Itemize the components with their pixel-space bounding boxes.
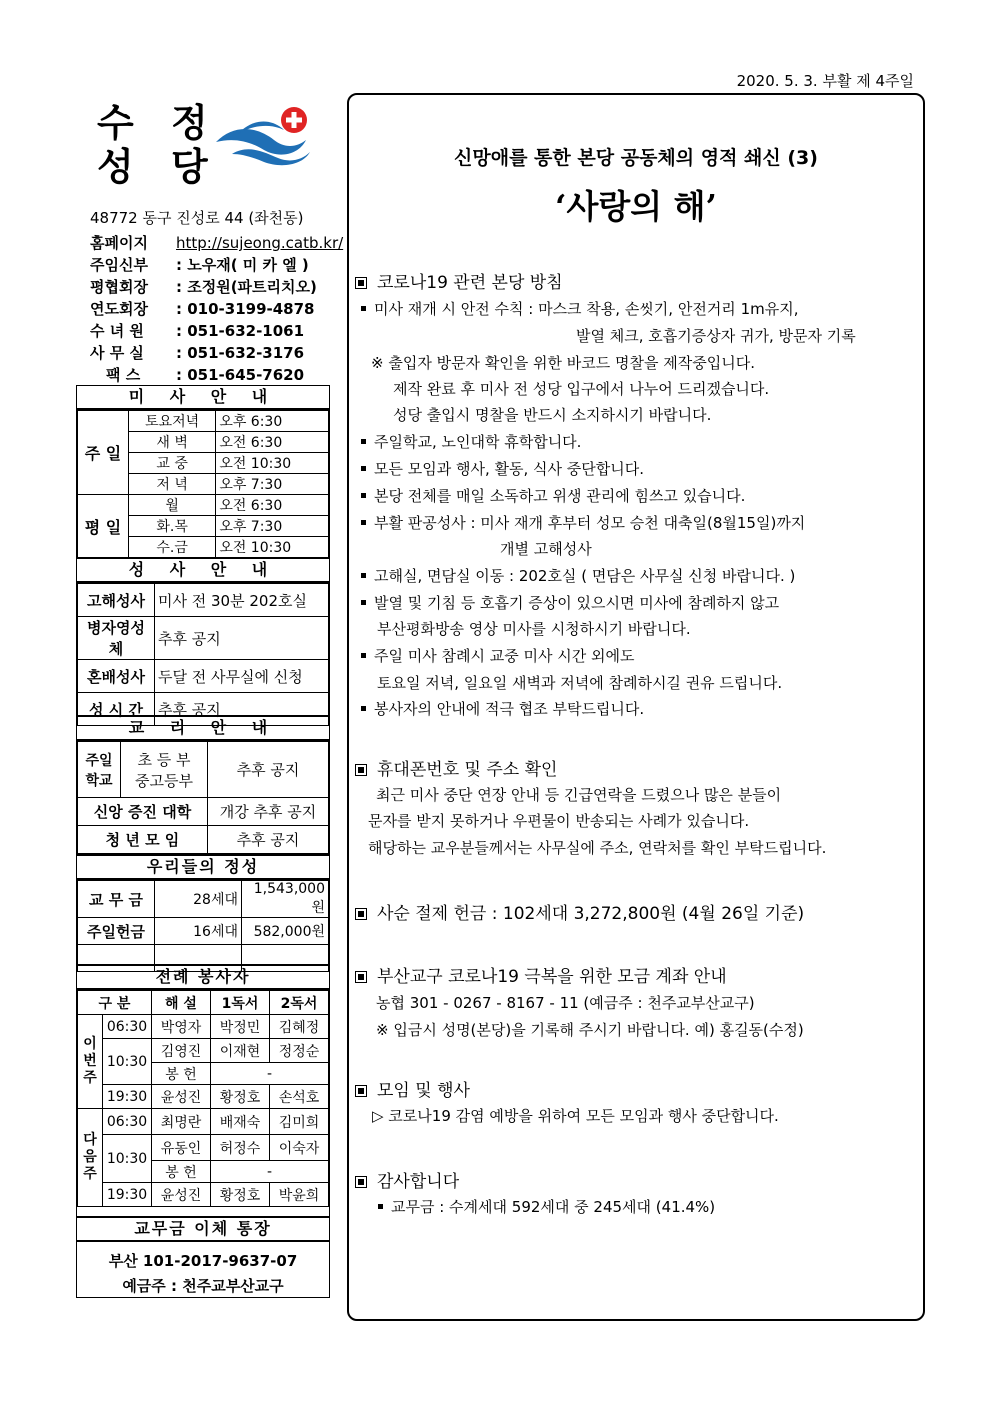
list-item: 발열 체크, 호흡기증상자 귀가, 방문자 기록 [576, 327, 856, 345]
list-item: 교무금 : 수계세대 592세대 중 245세대 (41.4%) [372, 1196, 715, 1217]
checkbox-square-icon [355, 1176, 367, 1188]
sacrament-head: 성 사 안 내 [77, 559, 329, 583]
checkbox-square-icon [355, 908, 367, 920]
info-row-pastor: 주임신부 : 노우재( 미 카 엘 ) [90, 256, 309, 274]
checkbox-square-icon [355, 764, 367, 776]
list-item: 농협 301 - 0267 - 8167 - 11 (예금주 : 천주교부산교구) [376, 994, 755, 1012]
info-row-memorial: 연도회장 : 010-3199-4878 [90, 300, 315, 318]
doctrine-info: 교 리 안 내 주일 학교 초 등 부 중고등부 추후 공지 신앙 증진 대학 개강 추후 공지 청 년 모 임 추후 공지 [76, 716, 330, 855]
servers-head: 전례 봉사자 [77, 966, 329, 990]
list-item: 성당 출입시 명찰을 반드시 소지하시기 바랍니다. [393, 406, 712, 424]
offering-account [76, 1217, 330, 1298]
list-item: 봉사자의 안내에 적극 협조 부탁드립니다. [355, 698, 644, 719]
list-item: 고해실, 면담실 이동 : 202호실 ( 면담은 사무실 신청 바랍니다. ) [355, 565, 795, 586]
list-item: 문자를 받지 못하거나 우편물이 반송되는 사례가 있습니다. [368, 812, 750, 830]
info-row-fax: 팩 스 : 051-645-7620 [106, 366, 305, 384]
checkbox-square-icon [355, 277, 367, 289]
section-lent-offering: 사순 절제 헌금 : 102세대 3,272,800원 (4월 26일 기준) [355, 899, 804, 924]
list-item: 부활 판공성사 : 미사 재개 후부터 성모 승천 대축일(8월15일)까지 [355, 512, 805, 533]
offering-head: 우리들의 정성 [77, 856, 329, 880]
church-address: 48772 동구 진성로 44 (좌천동) [90, 209, 304, 227]
section-thanks: 감사합니다 [355, 1167, 459, 1192]
section-fundraising-account: 부산교구 코로나19 극복을 위한 모금 계좌 안내 [355, 962, 727, 987]
list-item: 부산평화방송 영상 미사를 시청하시기 바랍니다. [377, 620, 691, 638]
sacrament-info: 성 사 안 내 고해성사 미사 전 30분 202호실 병자영성체 추후 공지 혼배성사 두달 전 사무실에 신청 성 시 간 추후 공지 [76, 558, 330, 716]
liturgy-servers: 전례 봉사자 구 분 해 설 1독서 2독서 이 번 주 06:30 박영자 박정민 김혜정 10:30 김영진 이재현 정정순 봉 헌 - 19:30 윤성진 황정호 손석호 다 음 주 06:30 최명란 배재숙 김미희 10:30 유동인 허정수 이숙자 봉 헌 - 19:30 윤성진 황정호 박윤희 [76, 965, 330, 1217]
info-row-convent: 수 녀 원 : 051-632-1061 [90, 322, 305, 340]
list-item: 미사 재개 시 안전 수칙 : 마스크 착용, 손씻기, 안전거리 1m유지, [355, 298, 798, 319]
announcement-subtitle: 신망애를 통한 본당 공동체의 영적 쇄신 (3) [454, 147, 818, 169]
info-row-homepage: 홈페이지 http://sujeong.catb.kr/ [90, 234, 344, 252]
list-item: 토요일 저녁, 일요일 새벽과 저녁에 참례하시길 권유 드립니다. [377, 674, 783, 692]
mass-schedule: 미 사 안 내 주 일 토요저녁 오후 6:30 새 벽 오전 6:30 교 중 오전 10:30 저 녁 오후 7:30 평 일 월 오전 6:30 화.목 오후 7:30 수.금 오전 10:30 [76, 385, 330, 558]
section-events: 모임 및 행사 [355, 1076, 470, 1101]
list-item: ※ 입금시 성명(본당)을 기록해 주시기 바랍니다. 예) 홍길동(수정) [376, 1021, 804, 1039]
church-logo-icon [214, 104, 314, 170]
list-item: ※ 출입자 방문자 확인을 위한 바코드 명찰을 제작중입니다. [371, 354, 755, 372]
list-item: 제작 완료 후 미사 전 성당 입구에서 나누어 드리겠습니다. [393, 380, 770, 398]
checkbox-square-icon [355, 1085, 367, 1097]
mass-head: 미 사 안 내 [77, 386, 329, 410]
account-number: 부산 101-2017-9637-07 [108, 1252, 298, 1270]
announcement-title: ‘사랑의 해’ [555, 187, 717, 226]
list-item: 해당하는 교우분들께서는 사무실에 주소, 연락처를 확인 부탁드립니다. [368, 839, 827, 857]
church-name-line2: 성 당 [97, 144, 220, 189]
account-head: 교무금 이체 통장 [77, 1218, 329, 1242]
list-item: 최근 미사 중단 연장 안내 등 긴급연락을 드렸으나 많은 분들이 [376, 786, 782, 804]
list-item: 발열 및 기침 등 호흡기 증상이 있으시면 미사에 참례하지 않고 [355, 592, 779, 613]
doctrine-head: 교 리 안 내 [77, 717, 329, 741]
list-item: 주일학교, 노인대학 휴학합니다. [355, 431, 581, 452]
homepage-link[interactable]: http://sujeong.catb.kr/ [176, 234, 344, 252]
checkbox-square-icon [355, 971, 367, 983]
info-row-office: 사 무 실 : 051-632-3176 [90, 344, 305, 362]
list-item: ▷ 코로나19 감염 예방을 위하여 모든 모임과 행사 중단합니다. [372, 1107, 779, 1125]
section-contact-check: 휴대폰번호 및 주소 확인 [355, 755, 557, 780]
offering-info: 우리들의 정성 교 무 금 28세대 1,543,000원 주일헌금 16세대 582,000원 [76, 855, 330, 965]
section-covid-policy: 코로나19 관련 본당 방침 [355, 268, 563, 293]
church-name-line1: 수 정 [97, 100, 220, 145]
list-item: 본당 전체를 매일 소독하고 위생 관리에 힘쓰고 있습니다. [355, 485, 745, 506]
bulletin-date: 2020. 5. 3. 부활 제 4주일 [736, 72, 914, 90]
list-item: 주일 미사 참례시 교중 미사 시간 외에도 [355, 645, 634, 666]
account-holder: 예금주 : 천주교부산교구 [122, 1277, 284, 1295]
info-row-council: 평협회장 : 조정원(파트리치오) [90, 278, 317, 296]
list-item: 개별 고해성사 [500, 540, 592, 558]
list-item: 모든 모임과 행사, 활동, 식사 중단합니다. [355, 458, 644, 479]
